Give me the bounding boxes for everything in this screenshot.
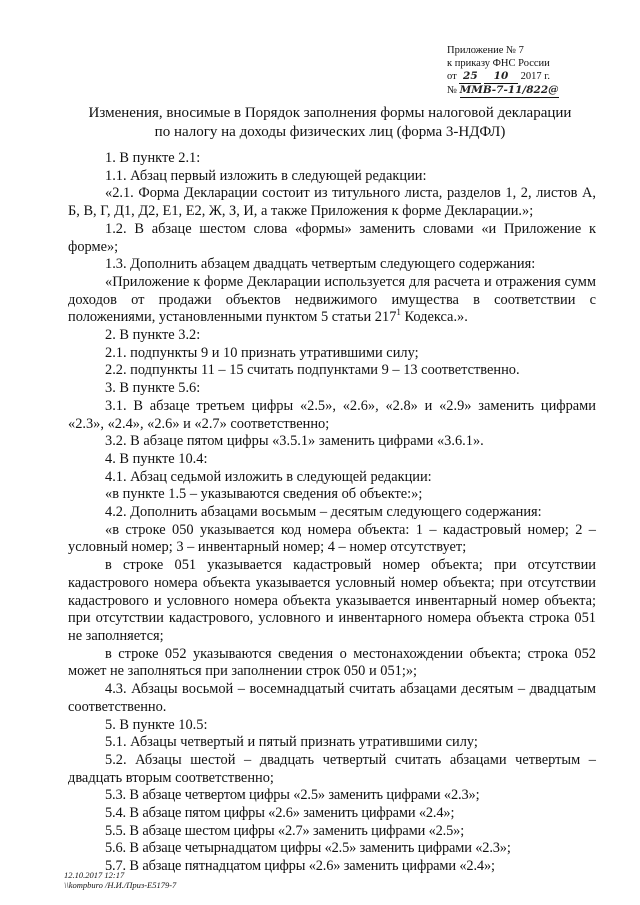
number-value: ММВ-7-11/822@: [459, 84, 559, 96]
paragraph: «в строке 050 указывается код номера объекта: 1 – кадастровый номер; 2 – условный номер; 3 – инвентарный номер; 4 – номер отсутствует;: [68, 521, 596, 556]
title-line-2: по налогу на доходы физических лиц (форма 3-НДФЛ): [154, 124, 506, 140]
paragraph: 5.5. В абзаце шестом цифры «2.7» заменить цифрами «2.5»;: [105, 822, 465, 839]
title-line-1: Изменения, вносимые в Порядок заполнения формы налоговой декларации: [88, 105, 572, 121]
print-timestamp: 12.10.2017 12:17: [64, 870, 125, 880]
paragraph: 1.3. Дополнить абзацем двадцать четвертым следующего содержания:: [105, 256, 536, 273]
paragraph: 2. В пункте 3.2:: [105, 327, 201, 344]
approval-header: [447, 44, 559, 98]
paragraph: 4.1. Абзац седьмой изложить в следующей редакции:: [105, 468, 432, 485]
paragraph: [68, 274, 596, 327]
paragraph: 1.2. В абзаце шестом слова «формы» заменить словами «и Приложение к форме»;: [68, 220, 596, 255]
appendix-label: Приложение № 7: [447, 45, 524, 56]
number-prefix: №: [447, 85, 458, 96]
paragraph: в строке 051 указывается кадастровый номер объекта; при отсутствии кадастрового номера объекта указывается условный номер объекта; при отсутствии кадастрового и условного номера объекта указывается инвентарный номер объекта; при отсутствии кадастрового, условного и инвентарного номера объекта строка 051 не заполняется;: [68, 557, 596, 644]
paragraph: 5.3. В абзаце четвертом цифры «2.5» заменить цифрами «2.3»;: [105, 787, 480, 804]
print-path: \\kompburo /Н.И./Приз-Е5179-7: [64, 880, 177, 890]
paragraph: 1.1. Абзац первый изложить в следующей редакции:: [105, 167, 427, 184]
paragraph: 5.4. В абзаце пятом цифры «2.6» заменить цифрами «2.4»;: [105, 805, 455, 822]
paragraph: 5.2. Абзацы шестой – двадцать четвертый считать абзацами четвертым – двадцать вторым соответственно;: [68, 751, 596, 786]
paragraph: 3. В пункте 5.6:: [105, 380, 201, 397]
paragraph: 4.3. Абзацы восьмой – восемнадцатый считать абзацами десятым – двадцатым соответственно.: [68, 681, 596, 715]
paragraph: 5.6. В абзаце четырнадцатом цифры «2.5» заменить цифрами «2.3»;: [105, 840, 511, 857]
paragraph: «в пункте 1.5 – указываются сведения об объекте:»;: [105, 486, 423, 503]
order-number: [447, 84, 559, 98]
date-day: 25: [459, 70, 481, 84]
superscript: 1: [396, 307, 401, 318]
paragraph: 2.2. подпункты 11 – 15 считать подпунктами 9 – 13 соответственно.: [105, 362, 520, 379]
order-label: к приказу ФНС России: [447, 58, 550, 69]
order-date: [447, 70, 559, 84]
paragraph: 4. В пункте 10.4:: [105, 450, 208, 467]
paragraph: «2.1. Форма Декларации состоит из титульного листа, разделов 1, 2, листов А, Б, В, Г, Д1, Д2, Е1, Е2, Ж, З, И, а также Приложения к форме Декларации.»;: [68, 185, 596, 220]
paragraph: 2.1. подпункты 9 и 10 признать утратившими силу;: [105, 344, 419, 361]
date-prefix: от: [447, 71, 457, 82]
paragraph: 1. В пункте 2.1:: [105, 150, 201, 166]
document-title: [60, 104, 600, 142]
paragraph: 3.2. В абзаце пятом цифры «3.5.1» заменить цифрами «3.6.1».: [105, 433, 484, 450]
paragraph: 5.7. В абзаце пятнадцатом цифры «2.6» заменить цифрами «2.4»;: [105, 858, 495, 875]
paragraph: 5.1. Абзацы четвертый и пятый признать утратившими силу;: [105, 734, 478, 751]
paragraph: 5. В пункте 10.5:: [105, 716, 208, 733]
paragraph: 3.1. В абзаце третьем цифры «2.5», «2.6», «2.8» и «2.9» заменить цифрами «2.3», «2.4», «2.6» и «2.7» соответственно;: [68, 397, 596, 432]
paragraph: 4.2. Дополнить абзацами восьмым – десятым следующего содержания:: [105, 504, 542, 521]
date-month: 10: [484, 70, 518, 84]
paragraph-text: Кодекса.».: [400, 309, 468, 326]
paragraph-text: «Приложение к форме Декларации используется для расчета и отражения сумм доходов от продажи объектов недвижимого имущества в соответствии с положениями, установленными пунктом 5 статьи 217: [68, 273, 596, 326]
print-footer: [64, 870, 176, 890]
paragraph: в строке 052 указываются сведения о местонахождении объекта; строка 052 может не заполняться при заполнении строк 050 и 051;»;: [68, 645, 596, 680]
date-year: 2017 г.: [520, 71, 550, 82]
document-body: [68, 150, 596, 876]
